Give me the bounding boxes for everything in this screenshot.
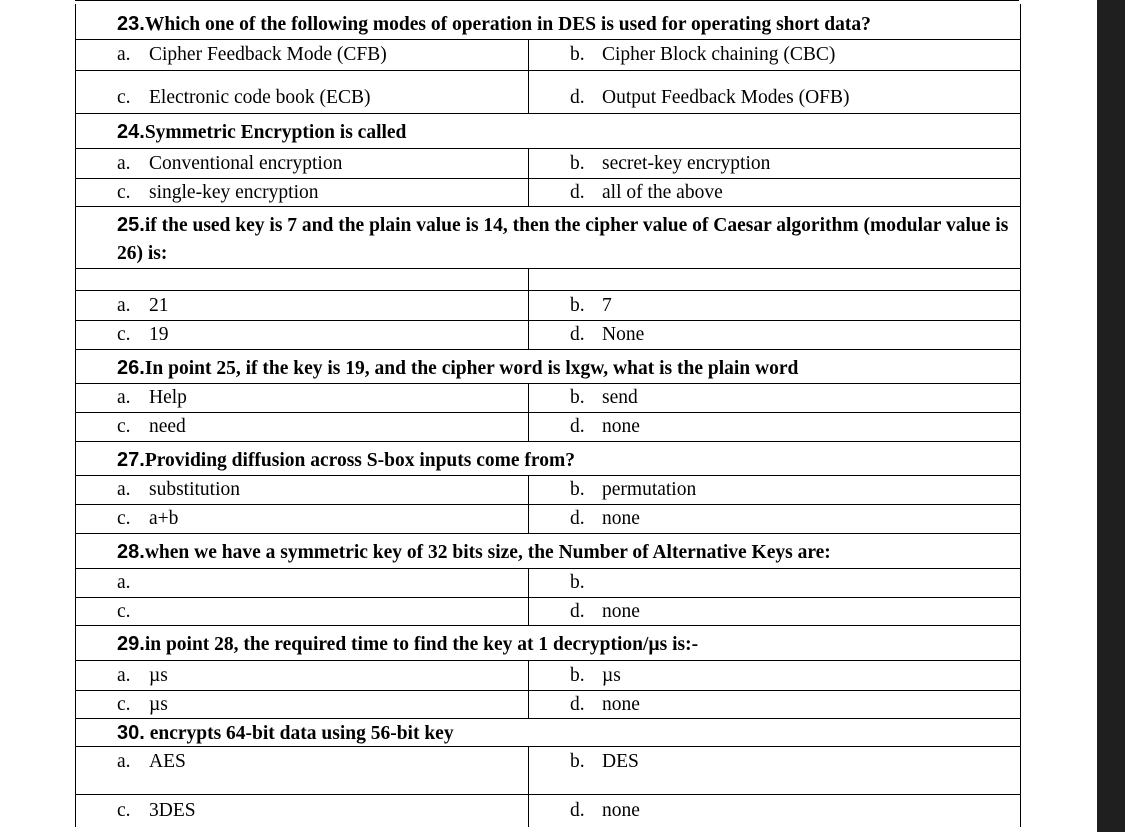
option-c[interactable]: c. need — [76, 413, 529, 441]
option-b[interactable]: b. DES — [570, 751, 639, 772]
options-row — [76, 321, 1020, 350]
option-d[interactable]: d. none — [570, 693, 640, 715]
option-a[interactable]: a. Help — [76, 384, 529, 412]
question-table — [75, 4, 1021, 827]
question-text: Which one of the following modes of operation in DES is used for operating short data? — [144, 14, 871, 35]
options-row — [76, 747, 1020, 795]
options-row — [76, 661, 1020, 691]
blank-row — [76, 269, 1020, 291]
question-number: 30. — [117, 722, 145, 744]
options-row — [76, 598, 1020, 626]
question-27 — [76, 442, 1020, 476]
question-text: when we have a symmetric key of 32 bits size, the Number of Alternative Keys are: — [144, 542, 831, 563]
question-number: 26. — [117, 357, 145, 379]
options-row — [76, 476, 1020, 505]
options-row — [76, 149, 1020, 179]
question-text: Providing diffusion across S-box inputs come from? — [144, 450, 575, 471]
question-number: 24. — [117, 121, 145, 143]
option-a[interactable]: a. 21 — [76, 291, 529, 320]
question-text: Symmetric Encryption is called — [144, 122, 407, 143]
option-a[interactable]: a. AES — [76, 747, 529, 795]
option-b[interactable]: b. 7 — [570, 294, 612, 316]
option-d[interactable]: d. all of the above — [570, 181, 723, 203]
window-edge — [1097, 0, 1125, 832]
question-number: 27. — [117, 449, 145, 471]
option-a[interactable]: a. Conventional encryption — [76, 149, 529, 178]
question-23 — [76, 4, 1020, 40]
question-24 — [76, 114, 1020, 149]
question-number: 25. — [117, 214, 145, 236]
option-c[interactable]: c. 19 — [76, 321, 529, 349]
option-c[interactable]: c. Electronic code book (ECB) — [76, 70, 529, 113]
question-text: in point 28, the required time to find the key at 1 decryption/µs is:- — [144, 634, 699, 655]
question-number: 29. — [117, 633, 145, 655]
option-b[interactable]: b. — [570, 572, 585, 593]
option-b[interactable]: b. Cipher Block chaining (CBC) — [570, 44, 836, 65]
option-d[interactable]: d. none — [570, 508, 640, 529]
option-b[interactable]: b. secret-key encryption — [570, 152, 771, 174]
question-text: if the used key is 7 and the plain value is 14, then the cipher value of Caesar algorithm (modular value is 26) is: — [117, 215, 1009, 264]
option-d[interactable]: d. Output Feedback Modes (OFB) — [570, 87, 850, 108]
option-c[interactable]: c. single-key encryption — [76, 179, 529, 206]
option-a[interactable]: a. µs — [76, 661, 529, 690]
question-26 — [76, 350, 1020, 384]
option-d[interactable]: d. none — [570, 600, 640, 622]
option-c[interactable]: c. — [76, 598, 529, 625]
options-row — [76, 795, 1020, 827]
option-c[interactable]: c. µs — [76, 691, 529, 718]
options-row — [76, 691, 1020, 719]
question-29 — [76, 626, 1020, 661]
option-b[interactable]: b. permutation — [570, 479, 697, 500]
question-number: 28. — [117, 541, 145, 563]
option-d[interactable]: d. none — [570, 800, 640, 821]
option-a[interactable]: a. Cipher Feedback Mode (CFB) — [76, 40, 529, 70]
option-a[interactable]: a. — [76, 569, 529, 597]
options-row — [76, 413, 1020, 442]
options-row — [76, 569, 1020, 598]
options-row — [76, 71, 1020, 114]
option-a[interactable]: a. substitution — [76, 476, 529, 504]
question-text: encrypts 64-bit data using 56-bit key — [144, 723, 454, 744]
options-row — [76, 179, 1020, 207]
option-d[interactable]: d. None — [570, 324, 645, 345]
options-row — [76, 40, 1020, 71]
options-row — [76, 505, 1020, 534]
options-row — [76, 384, 1020, 413]
question-number: 23. — [117, 13, 145, 35]
option-d[interactable]: d. none — [570, 416, 640, 437]
question-30 — [76, 719, 1020, 747]
options-row — [76, 291, 1020, 321]
option-c[interactable]: c. 3DES — [76, 795, 529, 827]
option-b[interactable]: b. µs — [570, 664, 621, 686]
question-28 — [76, 534, 1020, 569]
question-25 — [76, 207, 1020, 269]
option-b[interactable]: b. send — [570, 387, 638, 408]
option-c[interactable]: c. a+b — [76, 505, 529, 533]
question-text: In point 25, if the key is 19, and the cipher word is lxgw, what is the plain word — [144, 358, 799, 379]
